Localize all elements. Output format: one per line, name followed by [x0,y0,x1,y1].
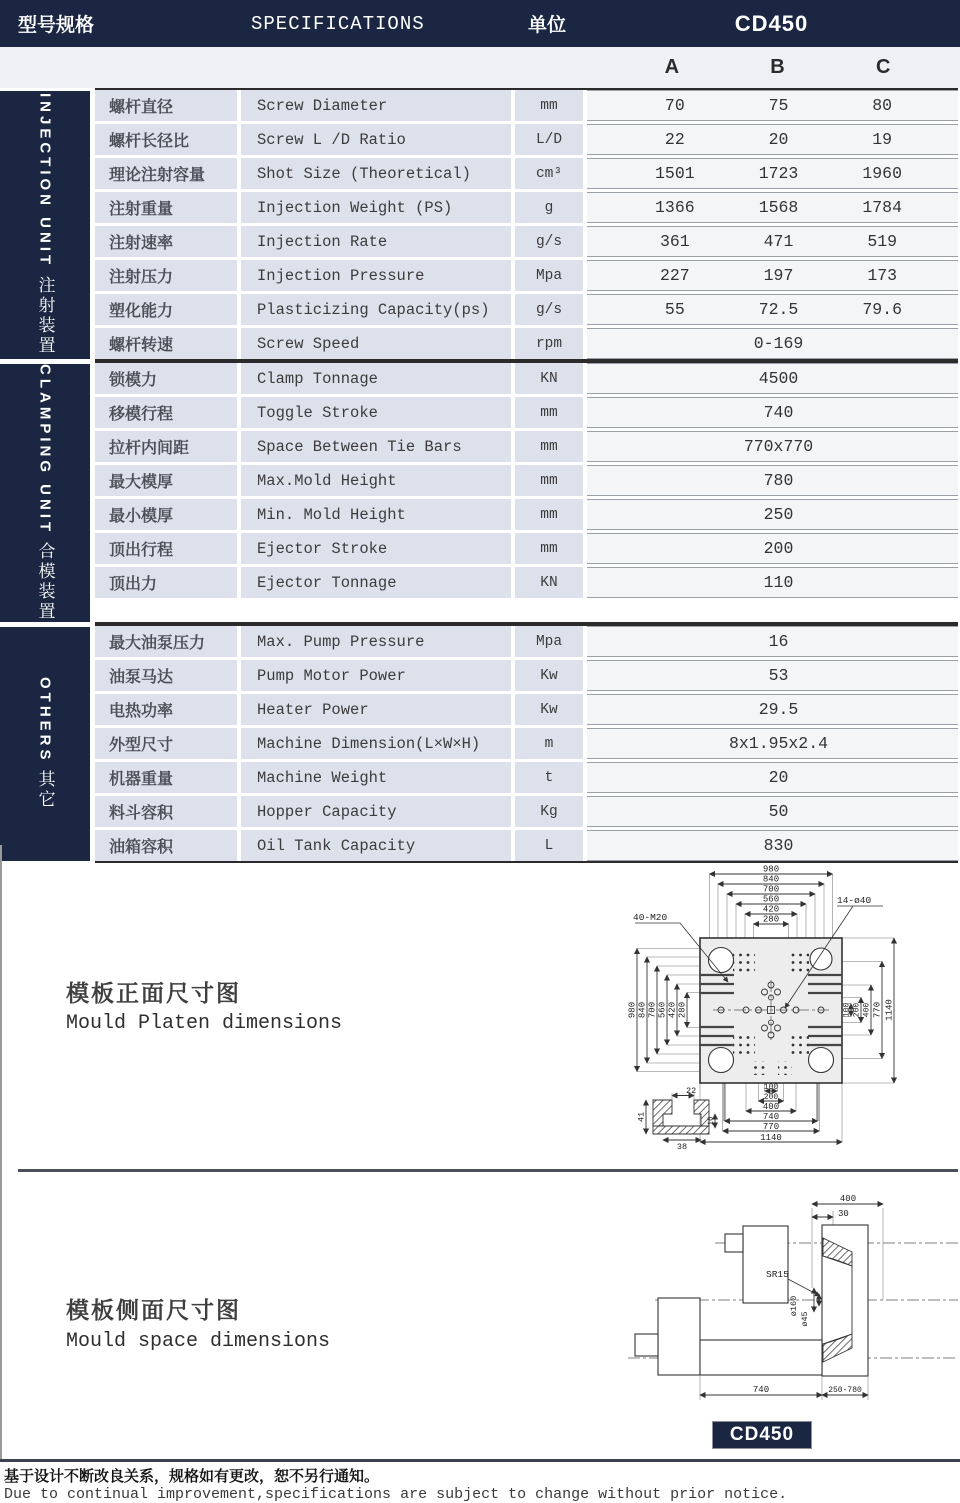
spec-row [95,728,958,759]
spec-row [95,567,958,598]
value-merged: 740 [763,403,794,422]
section-name-en: OTHERS [36,676,54,764]
value-merged: 16 [768,632,789,652]
label-en: Max. Pump Pressure [241,626,511,657]
dim-label: 280 [762,914,780,925]
label-cn: 油箱容积 [95,830,237,861]
label-cn: 螺杆直径 [95,90,237,121]
value-cells [587,124,958,155]
value-merged: 770x770 [743,437,814,456]
unit-cell: mm [515,397,583,428]
label-en: Oil Tank Capacity [241,830,511,861]
unit-cell: mm [515,431,583,462]
dim-label: 740 [752,1385,770,1395]
unit-cell: t [515,762,583,793]
label-cn: 最大油泵压力 [95,626,237,657]
unit-cell: cm³ [515,158,583,189]
label-en: Hopper Capacity [241,796,511,827]
dim-label: 100 [763,1083,779,1092]
dim-label: 560 [762,894,780,905]
section-name-cn: 合模装置 [35,541,55,622]
value-b: 197 [763,266,794,285]
label-en: Machine Dimension(L×W×H) [241,728,511,759]
bolt-hole-grid [787,953,809,975]
unit-label: 单位 [527,15,566,36]
unit-cell: KN [515,567,583,598]
spec-row [95,192,958,223]
unit-cell: rpm [515,328,583,359]
space-diagram-title-en [66,1330,330,1353]
value-c: 79.6 [862,300,902,319]
label-cn: 料斗容积 [95,796,237,827]
dim-label: 1140 [884,999,895,1021]
value-merged: 250 [763,505,794,524]
label-en: Screw L /D Ratio [241,124,511,155]
label-en: Injection Rate [241,226,511,257]
section-clamping-unit [0,361,960,624]
column-c: C [875,56,891,78]
label-en: Ejector Tonnage [241,567,511,598]
bolt-hole-grid [733,1034,755,1056]
dim-label: 560 [657,1001,668,1019]
unit-cell: m [515,728,583,759]
spec-row [95,626,958,657]
value-merged: 0-169 [753,334,804,353]
label-en: Shot Size (Theoretical) [241,158,511,189]
label-cn: 理论注射容量 [95,158,237,189]
model-spec-label-cn: 型号规格 [18,15,95,36]
page-edge-line [0,845,2,1459]
label-en: Screw Diameter [241,90,511,121]
dim-label: 420 [762,904,780,915]
detail-dim-label: 41 [636,1111,647,1123]
value-merged: 20 [768,768,789,788]
value-c: 1784 [862,198,902,217]
column-a: A [664,56,680,78]
spec-row [95,158,958,189]
detail-dim-label: 22 [686,1086,697,1096]
dim-label: 770 [872,1001,883,1019]
detail-dim-label: 16 [707,1116,716,1126]
value-b: 1723 [758,164,799,183]
value-c: 1960 [862,164,902,183]
value-a: 361 [659,232,690,251]
spec-row [95,694,958,725]
value-merged: 110 [763,573,794,592]
label-en: Max.Mold Height [241,465,511,496]
label-en: Screw Speed [241,328,511,359]
unit-cell: L/D [515,124,583,155]
spec-row [95,533,958,564]
unit-cell: g/s [515,226,583,257]
label-en: Clamp Tonnage [241,363,511,394]
value-cells [587,226,958,257]
header-bar [0,0,960,47]
value-merged: 830 [763,836,794,856]
dim-label: 420 [667,1001,678,1019]
value-b: 75 [768,96,789,115]
label-cn: 注射速率 [95,226,237,257]
value-merged: 29.5 [758,700,799,720]
footer-rule [0,1459,960,1462]
detail-dim-label: 38 [676,1142,688,1152]
unit-cell: mm [515,465,583,496]
label-en: Machine Weight [241,762,511,793]
spec-row [95,499,958,530]
dim-label: 740 [762,1112,780,1122]
section-divider-line [18,1169,958,1172]
unit-cell: Mpa [515,260,583,291]
label-cn: 塑化能力 [95,294,237,325]
label-cn: 最大模厚 [95,465,237,496]
value-cells [587,626,958,657]
value-cells [587,533,958,564]
section-name-en: CLAMPING UNIT [36,363,54,535]
value-a: 1366 [655,198,695,217]
section-name-cn: 注射装置 [35,275,55,356]
unit-cell: g/s [515,294,583,325]
label-cn: 最小模厚 [95,499,237,530]
mould-space-drawing [620,1188,960,1423]
value-b: 1568 [758,198,799,217]
label-en: Toggle Stroke [241,397,511,428]
value-cells [587,431,958,462]
spec-row [95,124,958,155]
value-a: 55 [664,300,685,319]
footer-note-en: Due to continual improvement,specifications are subject to change without prior notice. [4,1486,788,1503]
section-injection-sidebar [0,91,90,359]
spec-row [95,431,958,462]
dim-label: 840 [637,1001,648,1019]
unit-cell: L [515,830,583,861]
value-cells [587,694,958,725]
label-cn: 螺杆长径比 [95,124,237,155]
dim-label: 700 [762,884,780,895]
value-cells [587,499,958,530]
specifications-label: SPECIFICATIONS [251,12,425,35]
value-merged: 8x1.95x2.4 [728,734,829,754]
unit-cell: Kg [515,796,583,827]
value-cells [587,294,958,325]
label-cn: 锁模力 [95,363,237,394]
section-name-en: INJECTION UNIT [36,93,54,269]
dim-label: 400 [839,1194,857,1204]
spec-row [95,294,958,325]
spec-row [95,796,958,827]
label-cn: 注射重量 [95,192,237,223]
dim-label: 400 [862,1002,872,1018]
value-a: 22 [664,130,685,149]
dim-label: 100 [842,1002,852,1018]
dim-label: 770 [762,1122,780,1132]
label-en: Heater Power [241,694,511,725]
platen-title-en-text: Mould Platen dimensions [66,1012,343,1035]
ring-dia-label: ø160 [789,1295,799,1317]
dim-label: 1140 [760,1133,782,1143]
unit-cell: g [515,192,583,223]
spec-row [95,226,958,257]
space-diagram-title-cn [66,1292,241,1325]
bolt-pattern-label: 40-M20 [633,912,668,923]
label-cn: 拉杆内间距 [95,431,237,462]
nozzle-dia-label: ø45 [800,1311,810,1327]
section-clamping-sidebar [0,364,90,622]
value-cells [587,397,958,428]
label-en: Injection Weight (PS) [241,192,511,223]
value-cells [587,660,958,691]
value-cells [587,728,958,759]
value-b: 20 [768,130,789,149]
unit-cell: KN [515,363,583,394]
value-cells [587,363,958,394]
label-cn: 外型尺寸 [95,728,237,759]
label-en: Ejector Stroke [241,533,511,564]
value-cells [587,830,958,861]
label-cn: 电热功率 [95,694,237,725]
spec-row [95,660,958,691]
unit-cell: Kw [515,694,583,725]
dim-label: 980 [627,1001,638,1019]
section-clamping-table [95,361,958,624]
spec-row [95,465,958,496]
column-letters [583,56,960,79]
unit-cell: mm [515,499,583,530]
unit-cell: mm [515,533,583,564]
label-en: Min. Mold Height [241,499,511,530]
value-cells [587,192,958,223]
bolt-hole-grid [752,1061,766,1075]
dim-label: 700 [647,1001,658,1019]
platen-diagram-title-en [66,1012,342,1035]
value-cells [587,90,958,121]
platen-drawing [625,862,960,1162]
unit-cell: Mpa [515,626,583,657]
section-others-table [95,624,958,863]
value-cells [587,796,958,827]
value-cells [587,260,958,291]
value-merged: 53 [768,666,789,686]
bolt-hole-grid [787,1034,809,1056]
sprue-radius-label: SR15 [766,1269,789,1280]
bolt-hole-grid [778,1061,792,1075]
dim-label: 840 [762,874,780,885]
value-c: 80 [872,96,893,115]
platen-diagram-title-cn [66,975,241,1008]
value-c: 519 [867,232,898,251]
value-b: 471 [763,232,794,251]
bolt-hole-grid [733,953,755,975]
dim-label: 280 [677,1001,688,1019]
label-cn: 螺杆转速 [95,328,237,359]
spec-row [95,260,958,291]
mold-space-label: 250-780 [828,1386,862,1395]
dim-label: 30 [838,1209,849,1219]
label-cn: 顶出行程 [95,533,237,564]
value-b: 72.5 [758,300,799,319]
space-title-cn-text: 模板侧面尺寸图 [66,1297,241,1323]
value-cells [587,465,958,496]
platen-title-cn-text: 模板正面尺寸图 [66,980,241,1006]
value-a: 1501 [655,164,695,183]
dim-label: 400 [762,1102,780,1112]
spec-row [95,762,958,793]
spec-row [95,363,958,394]
label-cn: 注射压力 [95,260,237,291]
value-cells [587,567,958,598]
value-a: 227 [659,266,690,285]
value-cells [587,328,958,359]
spec-row [95,328,958,359]
footer-note-cn: 基于设计不断改良关系，规格如有更改，恕不另行通知。 [4,1468,380,1485]
section-others-sidebar [0,627,90,861]
label-cn: 机器重量 [95,762,237,793]
unit-cell: mm [515,90,583,121]
spec-row [95,830,958,861]
label-en: Space Between Tie Bars [241,431,511,462]
value-cells [587,762,958,793]
value-merged: 50 [768,802,789,822]
space-title-en-text: Mould space dimensions [66,1330,331,1353]
unit-cell: Kw [515,660,583,691]
ejector-holes-label: 14-ø40 [837,895,872,906]
section-injection-unit [0,88,960,361]
section-others [0,624,960,863]
model-name: CD450 [734,10,809,36]
spec-row [95,90,958,121]
value-merged: 4500 [758,369,799,388]
label-cn: 移模行程 [95,397,237,428]
value-c: 173 [867,266,898,285]
value-merged: 200 [763,539,794,558]
label-en: Plasticizing Capacity(ps) [241,294,511,325]
value-a: 70 [664,96,685,115]
value-cells [587,158,958,189]
section-name-cn: 其它 [35,770,55,811]
spec-row [95,397,958,428]
column-header-band [0,47,960,88]
column-b: B [770,56,785,78]
dim-label: 200 [852,1002,862,1018]
label-en: Injection Pressure [241,260,511,291]
label-en: Pump Motor Power [241,660,511,691]
value-merged: 780 [763,471,794,490]
dim-label: 200 [763,1093,779,1102]
label-cn: 顶出力 [95,567,237,598]
section-injection-table [95,88,958,361]
dim-label: 980 [762,864,780,875]
model-badge: CD450 [712,1421,812,1449]
value-c: 19 [872,130,893,149]
label-cn: 油泵马达 [95,660,237,691]
